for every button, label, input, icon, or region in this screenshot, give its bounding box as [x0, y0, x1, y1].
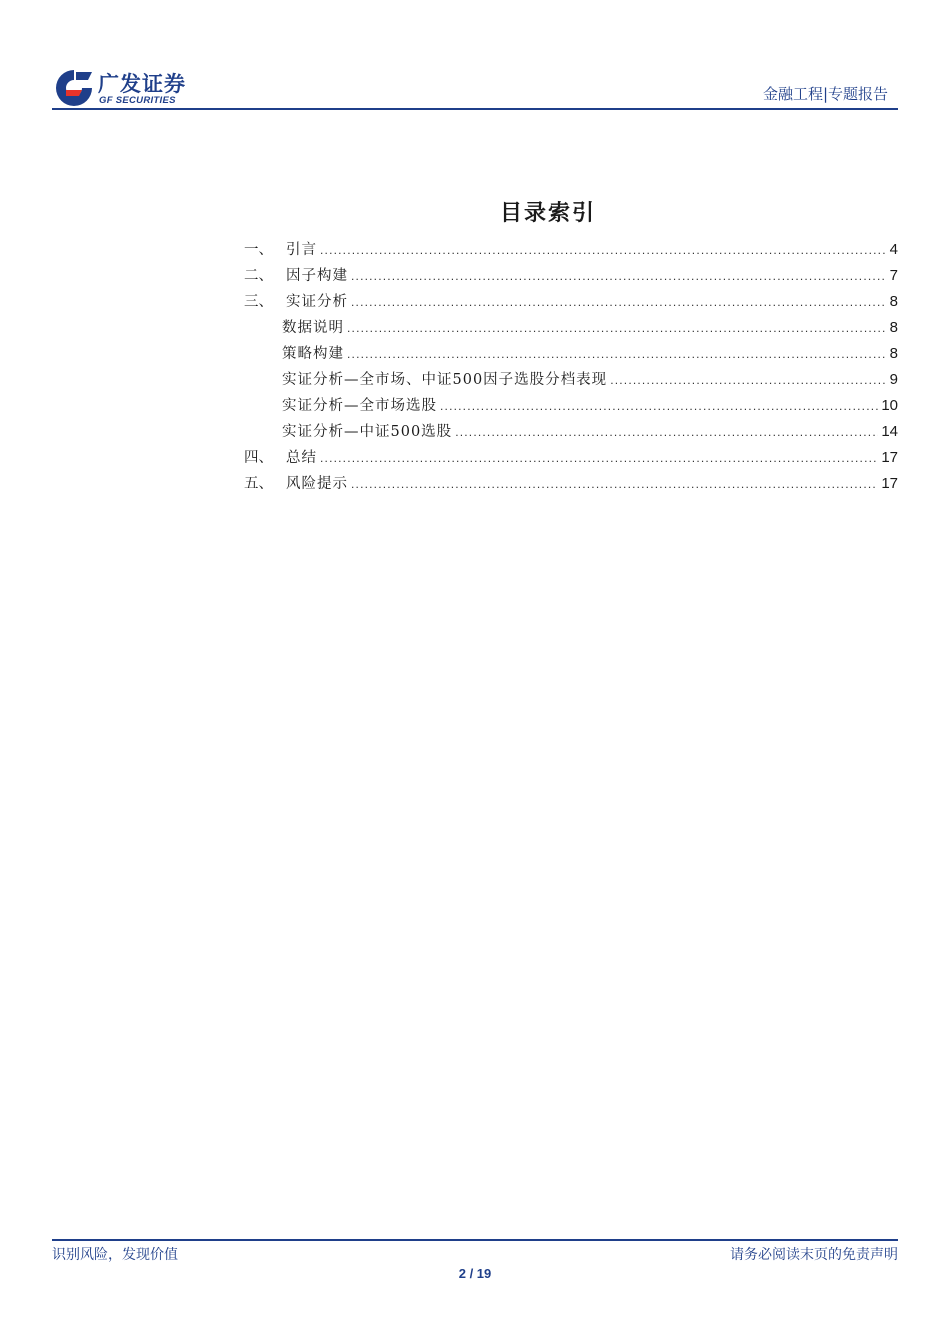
toc-title: 目录索引: [499, 200, 596, 226]
toc-entry-label: 策略构建: [282, 346, 344, 362]
toc-entry-number: 二、: [244, 268, 273, 284]
toc-entry-page: 7: [889, 267, 898, 284]
toc-entry-page: 8: [889, 293, 898, 310]
toc-entry[interactable]: [244, 472, 898, 498]
toc-entry-label: 实证分析—中证500选股: [282, 424, 453, 440]
toc-entry-page: 8: [889, 345, 898, 362]
toc-entry-label: 因子构建: [286, 268, 348, 284]
toc-list: [244, 238, 898, 498]
toc-leader-dots: [347, 347, 887, 361]
toc-entry-page: 14: [881, 423, 898, 440]
toc-entry-page: 10: [881, 397, 898, 414]
toc-leader-dots: [351, 477, 878, 491]
toc-subentry[interactable]: [244, 420, 898, 446]
toc-leader-dots: [320, 451, 878, 465]
toc-leader-dots: [440, 399, 878, 413]
header-divider: [52, 108, 898, 110]
toc-entry-number: 三、: [244, 294, 273, 310]
toc-entry[interactable]: [244, 290, 898, 316]
toc-leader-dots: [455, 425, 878, 439]
toc-entry-label: 总结: [286, 450, 317, 466]
toc-subentry[interactable]: [244, 342, 898, 368]
toc-entry-number: 四、: [244, 450, 273, 466]
toc-entry-label: 实证分析: [286, 294, 348, 310]
toc-entry[interactable]: [244, 238, 898, 264]
footer-slogan: 识别风险，发现价值: [52, 1247, 178, 1263]
toc-entry-label: 实证分析—全市场选股: [282, 398, 437, 414]
toc-subentry[interactable]: [244, 394, 898, 420]
gf-logo-icon: [52, 66, 96, 110]
toc-entry-page: 17: [881, 449, 898, 466]
toc-entry-page: 4: [889, 241, 898, 258]
toc-entry-label: 风险提示: [286, 476, 348, 492]
toc-entry-page: 17: [881, 475, 898, 492]
toc-leader-dots: [320, 243, 887, 257]
toc-entry[interactable]: [244, 446, 898, 472]
toc-entry-label: 实证分析—全市场、中证500因子选股分档表现: [282, 372, 608, 388]
toc-subentry[interactable]: [244, 316, 898, 342]
toc-subentry[interactable]: [244, 368, 898, 394]
footer-divider: [52, 1239, 898, 1241]
toc-leader-dots: [610, 373, 886, 387]
toc-entry-page: 9: [889, 371, 898, 388]
toc-entry-number: 一、: [244, 242, 273, 258]
toc-entry-page: 8: [889, 319, 898, 336]
toc-entry-label: 数据说明: [282, 320, 344, 336]
page-number: 2 / 19: [458, 1266, 492, 1281]
report-category: 金融工程|专题报告: [762, 85, 888, 103]
toc-leader-dots: [351, 295, 887, 309]
gf-logo: [52, 66, 212, 110]
toc-entry[interactable]: [244, 264, 898, 290]
toc-entry-label: 引言: [286, 242, 317, 258]
logo-chinese-name: 广发证券: [98, 72, 186, 96]
logo-english-name: GF SECURITIES: [99, 95, 176, 106]
toc-leader-dots: [351, 269, 887, 283]
footer-disclaimer-notice: 请务必阅读末页的免责声明: [730, 1247, 898, 1263]
toc-leader-dots: [347, 321, 887, 335]
toc-entry-number: 五、: [244, 476, 273, 492]
